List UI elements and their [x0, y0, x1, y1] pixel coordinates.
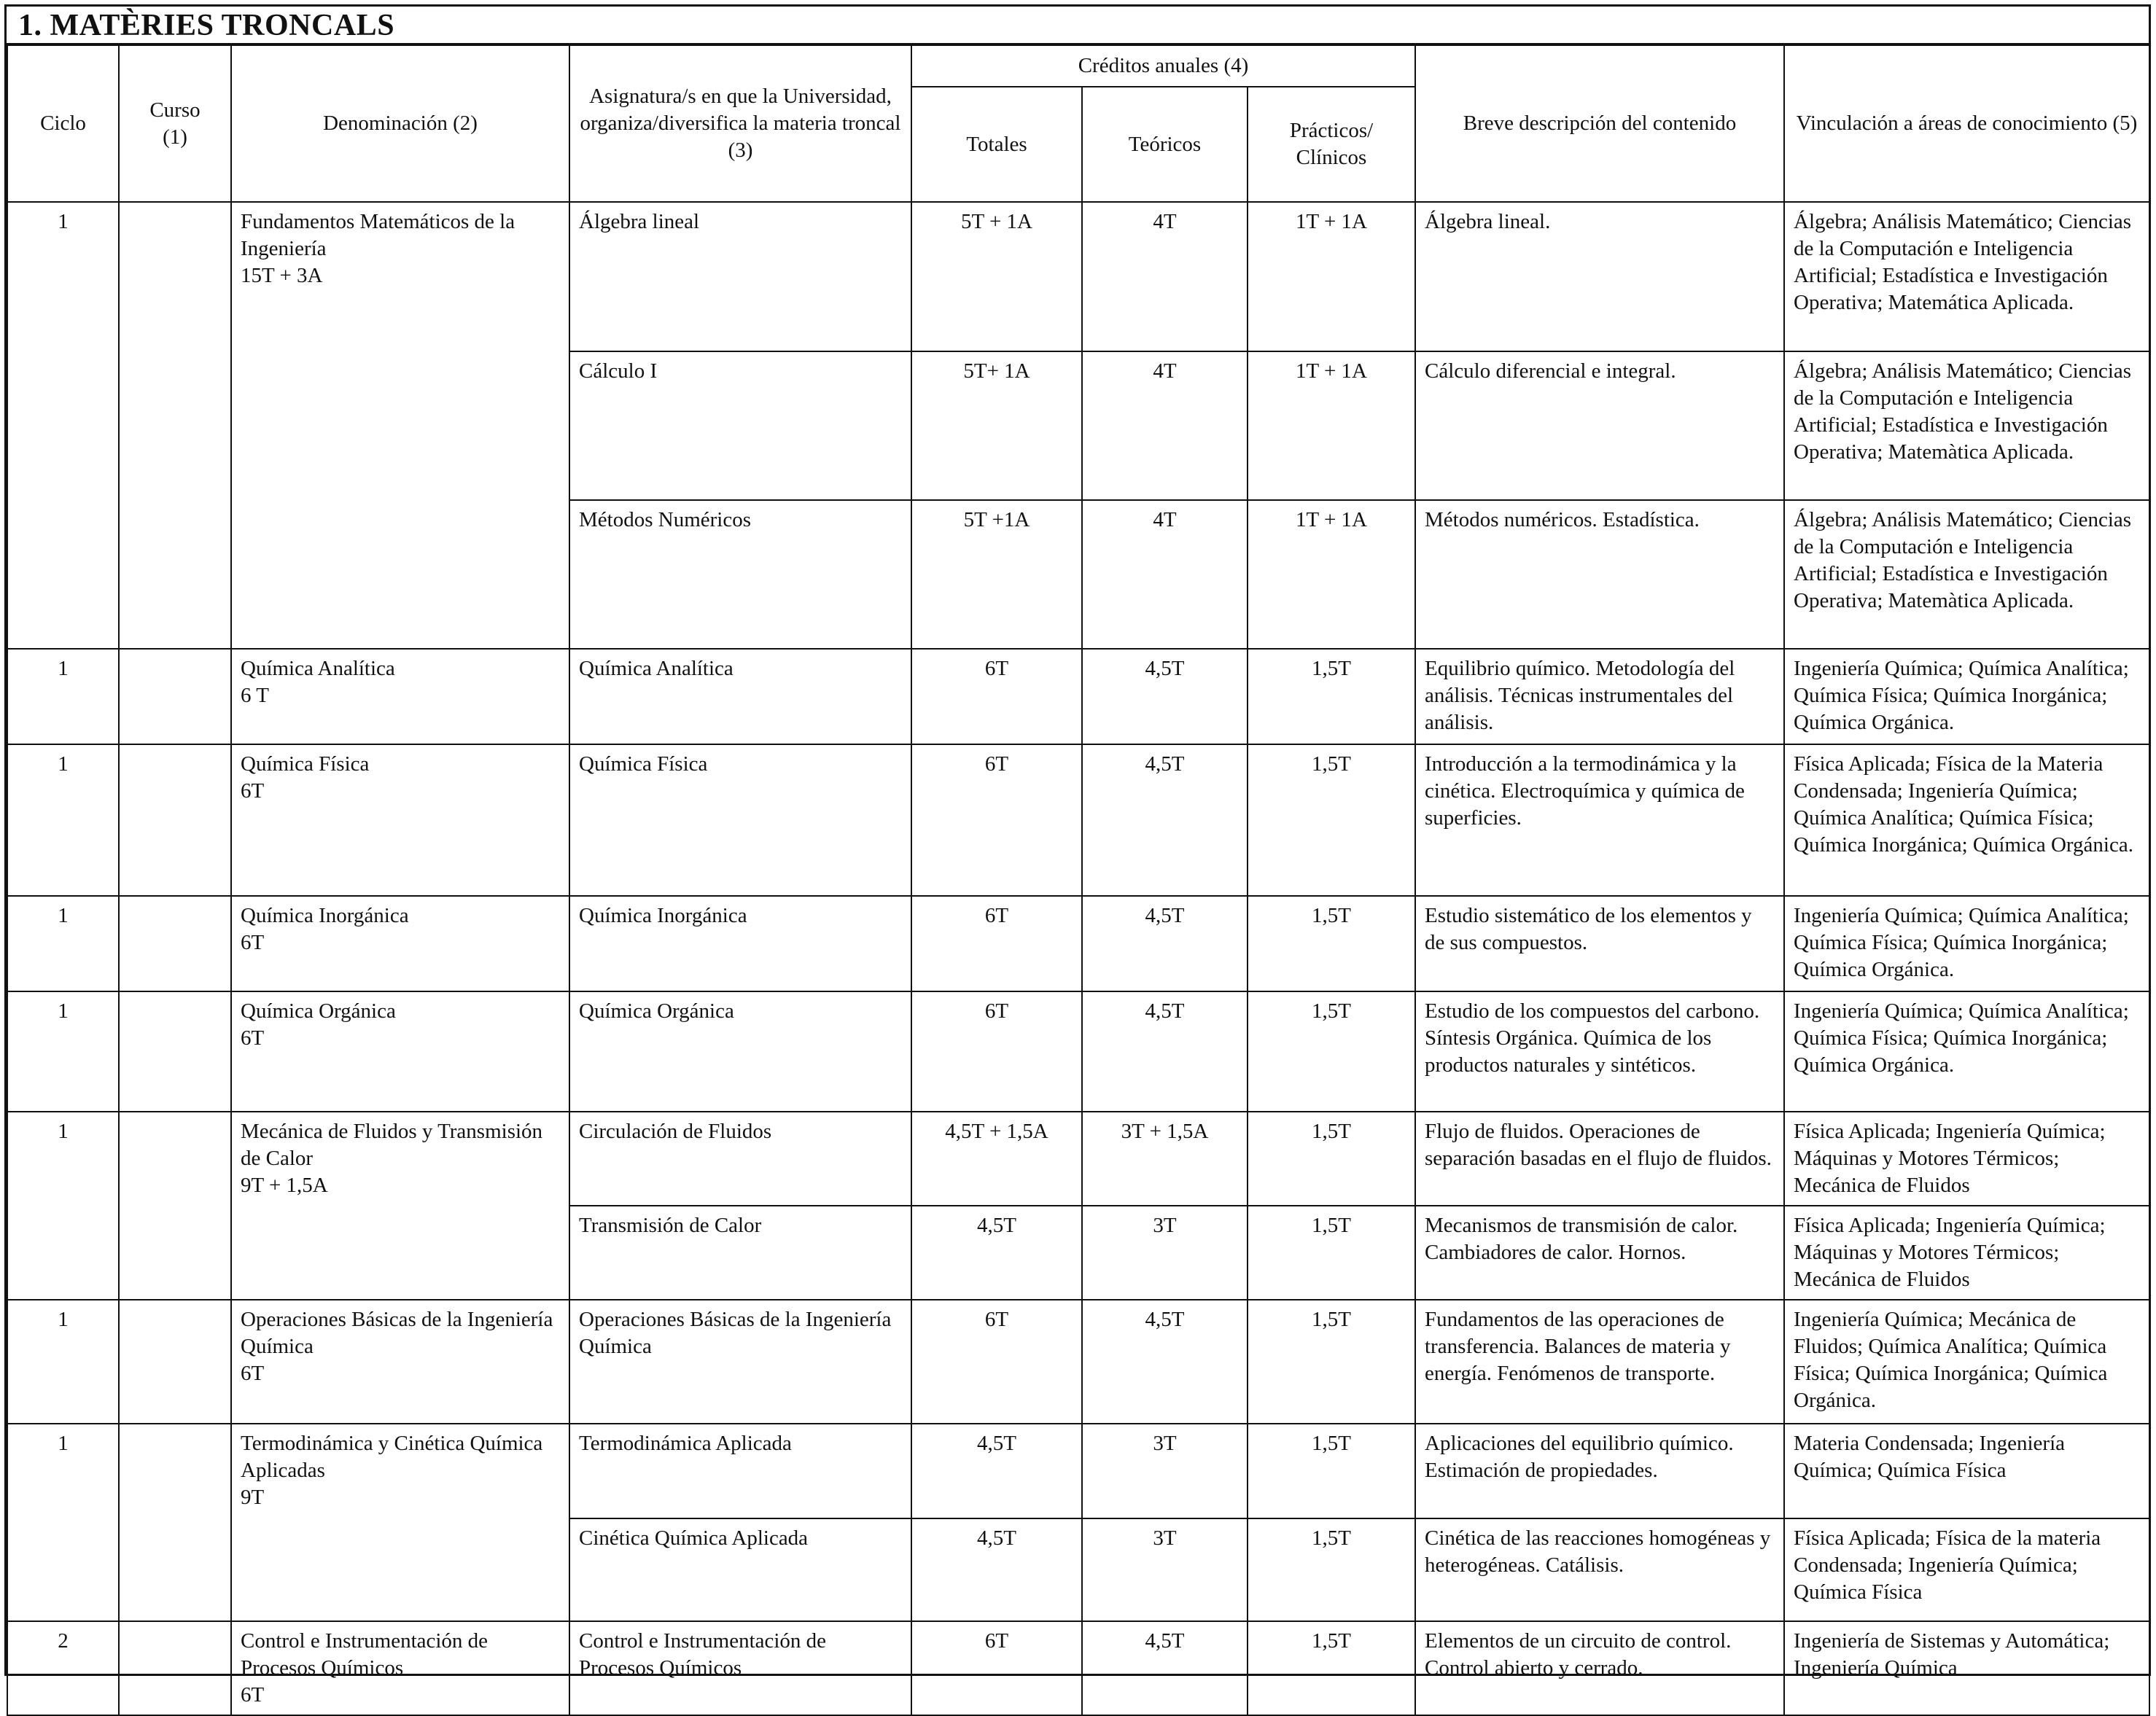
vinculacion-cell: Álgebra; Análisis Matemático; Ciencias de la Computación e Inteligencia Artificial; Estadística e Investigación Operativa; Matemática Aplicada. — [1784, 202, 2149, 351]
teoricos-cell: 4,5T — [1082, 896, 1248, 991]
teoricos-cell: 4,5T — [1082, 744, 1248, 896]
asignatura-cell: Termodinámica Aplicada — [569, 1424, 911, 1518]
ciclo-cell: 1 — [7, 202, 119, 649]
descripcion-cell: Estudio sistemático de los elementos y de sus compuestos. — [1415, 896, 1784, 991]
table-row — [7, 649, 2149, 744]
materia-credits: 6T — [241, 1683, 265, 1707]
asignatura-cell: Control e Instrumentación de Procesos Químicos — [569, 1621, 911, 1715]
teoricos-cell: 3T — [1082, 1518, 1248, 1621]
totales-cell: 6T — [911, 896, 1082, 991]
materia-name: Química Orgánica — [241, 999, 396, 1023]
asignatura-cell: Cálculo I — [569, 351, 911, 500]
practicos-cell: 1T + 1A — [1248, 202, 1415, 351]
vinculacion-cell: Física Aplicada; Ingeniería Química; Máquinas y Motores Térmicos; Mecánica de Fluidos — [1784, 1206, 2149, 1300]
denominacion-cell — [231, 649, 569, 744]
teoricos-cell: 3T — [1082, 1424, 1248, 1518]
curso-cell — [119, 649, 231, 744]
curso-cell — [119, 1424, 231, 1621]
asignatura-cell: Química Física — [569, 744, 911, 896]
header-totales: Totales — [911, 87, 1082, 202]
table-row — [7, 896, 2149, 991]
asignatura-cell: Álgebra lineal — [569, 202, 911, 351]
denominacion-cell — [231, 1300, 569, 1424]
materia-credits: 9T + 1,5A — [241, 1174, 328, 1197]
descripcion-cell: Mecanismos de transmisión de calor. Cambiadores de calor. Hornos. — [1415, 1206, 1784, 1300]
teoricos-cell: 4,5T — [1082, 649, 1248, 744]
ciclo-cell: 1 — [7, 649, 119, 744]
asignatura-cell: Métodos Numéricos — [569, 500, 911, 649]
table-row — [7, 991, 2149, 1112]
vinculacion-cell: Física Aplicada; Ingeniería Química; Máquinas y Motores Térmicos; Mecánica de Fluidos — [1784, 1112, 2149, 1206]
asignatura-cell: Química Analítica — [569, 649, 911, 744]
header-asignatura: Asignatura/s en que la Universidad, organiza/diversifica la materia troncal (3) — [569, 45, 911, 202]
descripcion-cell: Cinética de las reacciones homogéneas y heterogéneas. Catálisis. — [1415, 1518, 1784, 1621]
teoricos-cell: 4,5T — [1082, 1621, 1248, 1715]
header-curso: Curso (1) — [119, 45, 231, 202]
descripcion-cell: Introducción a la termodinámica y la cinética. Electroquímica y química de superficies. — [1415, 744, 1784, 896]
asignatura-cell: Circulación de Fluidos — [569, 1112, 911, 1206]
practicos-cell: 1T + 1A — [1248, 351, 1415, 500]
practicos-cell: 1,5T — [1248, 896, 1415, 991]
totales-cell: 4,5T + 1,5A — [911, 1112, 1082, 1206]
vinculacion-cell: Ingeniería Química; Mecánica de Fluidos; Química Analítica; Química Física; Química Inorgánica; Química Orgánica. — [1784, 1300, 2149, 1424]
teoricos-cell: 4T — [1082, 202, 1248, 351]
header-creditos: Créditos anuales (4) — [911, 45, 1415, 87]
document-sheet — [4, 4, 2151, 1707]
practicos-cell: 1,5T — [1248, 1424, 1415, 1518]
materia-credits: 6 T — [241, 684, 269, 707]
practicos-cell: 1T + 1A — [1248, 500, 1415, 649]
asignatura-cell: Química Orgánica — [569, 991, 911, 1112]
ciclo-cell: 1 — [7, 1424, 119, 1621]
table-row — [7, 1621, 2149, 1715]
materia-name: Química Inorgánica — [241, 904, 409, 927]
descripcion-cell: Elementos de un circuito de control. Control abierto y cerrado. — [1415, 1621, 1784, 1715]
curso-cell — [119, 744, 231, 896]
totales-cell: 4,5T — [911, 1206, 1082, 1300]
descripcion-cell: Flujo de fluidos. Operaciones de separación basadas en el flujo de fluidos. — [1415, 1112, 1784, 1206]
totales-cell: 4,5T — [911, 1424, 1082, 1518]
denominacion-cell — [231, 202, 569, 649]
descripcion-cell: Métodos numéricos. Estadística. — [1415, 500, 1784, 649]
materia-name: Mecánica de Fluidos y Transmisión de Calor — [241, 1120, 543, 1170]
materia-credits: 9T — [241, 1486, 265, 1509]
practicos-cell: 1,5T — [1248, 1621, 1415, 1715]
vinculacion-cell: Ingeniería Química; Química Analítica; Química Física; Química Inorgánica; Química Orgánica. — [1784, 991, 2149, 1112]
materia-credits: 6T — [241, 1026, 265, 1050]
vinculacion-cell: Materia Condensada; Ingeniería Química; Química Física — [1784, 1424, 2149, 1518]
totales-cell: 6T — [911, 1300, 1082, 1424]
descripcion-cell: Estudio de los compuestos del carbono. Síntesis Orgánica. Química de los productos naturales y sintéticos. — [1415, 991, 1784, 1112]
ciclo-cell: 1 — [7, 744, 119, 896]
asignatura-cell: Cinética Química Aplicada — [569, 1518, 911, 1621]
asignatura-cell: Transmisión de Calor — [569, 1206, 911, 1300]
totales-cell: 6T — [911, 649, 1082, 744]
curso-cell — [119, 1300, 231, 1424]
practicos-cell: 1,5T — [1248, 991, 1415, 1112]
materia-name: Química Física — [241, 752, 370, 776]
vinculacion-cell: Ingeniería Química; Química Analítica; Química Física; Química Inorgánica; Química Orgánica. — [1784, 896, 2149, 991]
curso-cell — [119, 1621, 231, 1715]
totales-cell: 6T — [911, 991, 1082, 1112]
ciclo-cell: 1 — [7, 991, 119, 1112]
practicos-cell: 1,5T — [1248, 1300, 1415, 1424]
materia-name: Fundamentos Matemáticos de la Ingeniería — [241, 210, 515, 260]
practicos-cell: 1,5T — [1248, 649, 1415, 744]
teoricos-cell: 4T — [1082, 500, 1248, 649]
practicos-cell: 1,5T — [1248, 1518, 1415, 1621]
denominacion-cell — [231, 1112, 569, 1300]
teoricos-cell: 4T — [1082, 351, 1248, 500]
header-practicos: Prácticos/ Clínicos — [1248, 87, 1415, 202]
ciclo-cell: 2 — [7, 1621, 119, 1715]
denominacion-cell — [231, 991, 569, 1112]
header-vinculacion: Vinculación a áreas de conocimiento (5) — [1784, 45, 2149, 202]
practicos-cell: 1,5T — [1248, 1112, 1415, 1206]
materia-name: Operaciones Básicas de la Ingeniería Química — [241, 1308, 553, 1358]
vinculacion-cell: Física Aplicada; Física de la Materia Condensada; Ingeniería Química; Química Analítica; Química Física; Química Inorgánica; Química Orgánica. — [1784, 744, 2149, 896]
descripcion-cell: Álgebra lineal. — [1415, 202, 1784, 351]
totales-cell: 6T — [911, 744, 1082, 896]
descripcion-cell: Fundamentos de las operaciones de transferencia. Balances de materia y energía. Fenómenos de transporte. — [1415, 1300, 1784, 1424]
materia-credits: 6T — [241, 1362, 265, 1385]
denominacion-cell — [231, 744, 569, 896]
materia-name: Control e Instrumentación de Procesos Químicos — [241, 1629, 489, 1680]
curso-cell — [119, 202, 231, 649]
vinculacion-cell: Álgebra; Análisis Matemático; Ciencias de la Computación e Inteligencia Artificial; Estadística e Investigación Operativa; Matemàtica Aplicada. — [1784, 500, 2149, 649]
vinculacion-cell: Física Aplicada; Física de la materia Condensada; Ingeniería Química; Química Física — [1784, 1518, 2149, 1621]
denominacion-cell — [231, 1621, 569, 1715]
denominacion-cell — [231, 896, 569, 991]
materia-credits: 15T + 3A — [241, 264, 323, 287]
curso-cell — [119, 1112, 231, 1300]
descripcion-cell: Equilibrio químico. Metodología del análisis. Técnicas instrumentales del análisis. — [1415, 649, 1784, 744]
descripcion-cell: Cálculo diferencial e integral. — [1415, 351, 1784, 500]
table-body — [7, 202, 2149, 1715]
ciclo-cell: 1 — [7, 1112, 119, 1300]
teoricos-cell: 4,5T — [1082, 991, 1248, 1112]
troncales-table — [7, 44, 2150, 1716]
header-denominacion: Denominación (2) — [231, 45, 569, 202]
materia-credits: 6T — [241, 779, 265, 803]
teoricos-cell: 3T + 1,5A — [1082, 1112, 1248, 1206]
ciclo-cell: 1 — [7, 896, 119, 991]
materia-name: Termodinámica y Cinética Química Aplicadas — [241, 1432, 543, 1482]
section-title: 1. MATÈRIES TRONCALS — [18, 9, 395, 42]
table-row — [7, 1300, 2149, 1424]
totales-cell: 5T + 1A — [911, 202, 1082, 351]
vinculacion-cell: Ingeniería Química; Química Analítica; Química Física; Química Inorgánica; Química Orgánica. — [1784, 649, 2149, 744]
totales-cell: 6T — [911, 1621, 1082, 1715]
curso-cell — [119, 991, 231, 1112]
totales-cell: 4,5T — [911, 1518, 1082, 1621]
curso-cell — [119, 896, 231, 991]
table-row — [7, 744, 2149, 896]
totales-cell: 5T+ 1A — [911, 351, 1082, 500]
vinculacion-cell: Ingeniería de Sistemas y Automática; Ingeniería Química — [1784, 1621, 2149, 1715]
header-ciclo: Ciclo — [7, 45, 119, 202]
materia-name: Química Analítica — [241, 657, 395, 680]
ciclo-cell: 1 — [7, 1300, 119, 1424]
descripcion-cell: Aplicaciones del equilibrio químico. Estimación de propiedades. — [1415, 1424, 1784, 1518]
materia-credits: 6T — [241, 931, 265, 954]
vinculacion-cell: Álgebra; Análisis Matemático; Ciencias de la Computación e Inteligencia Artificial; Estadística e Investigación Operativa; Matemàtica Aplicada. — [1784, 351, 2149, 500]
header-teoricos: Teóricos — [1082, 87, 1248, 202]
asignatura-cell: Operaciones Básicas de la Ingeniería Química — [569, 1300, 911, 1424]
asignatura-cell: Química Inorgánica — [569, 896, 911, 991]
totales-cell: 5T +1A — [911, 500, 1082, 649]
table-row — [7, 1112, 2149, 1206]
header-descripcion: Breve descripción del contenido — [1415, 45, 1784, 202]
teoricos-cell: 4,5T — [1082, 1300, 1248, 1424]
denominacion-cell — [231, 1424, 569, 1621]
table-row — [7, 1424, 2149, 1518]
practicos-cell: 1,5T — [1248, 744, 1415, 896]
teoricos-cell: 3T — [1082, 1206, 1248, 1300]
practicos-cell: 1,5T — [1248, 1206, 1415, 1300]
table-row — [7, 202, 2149, 351]
